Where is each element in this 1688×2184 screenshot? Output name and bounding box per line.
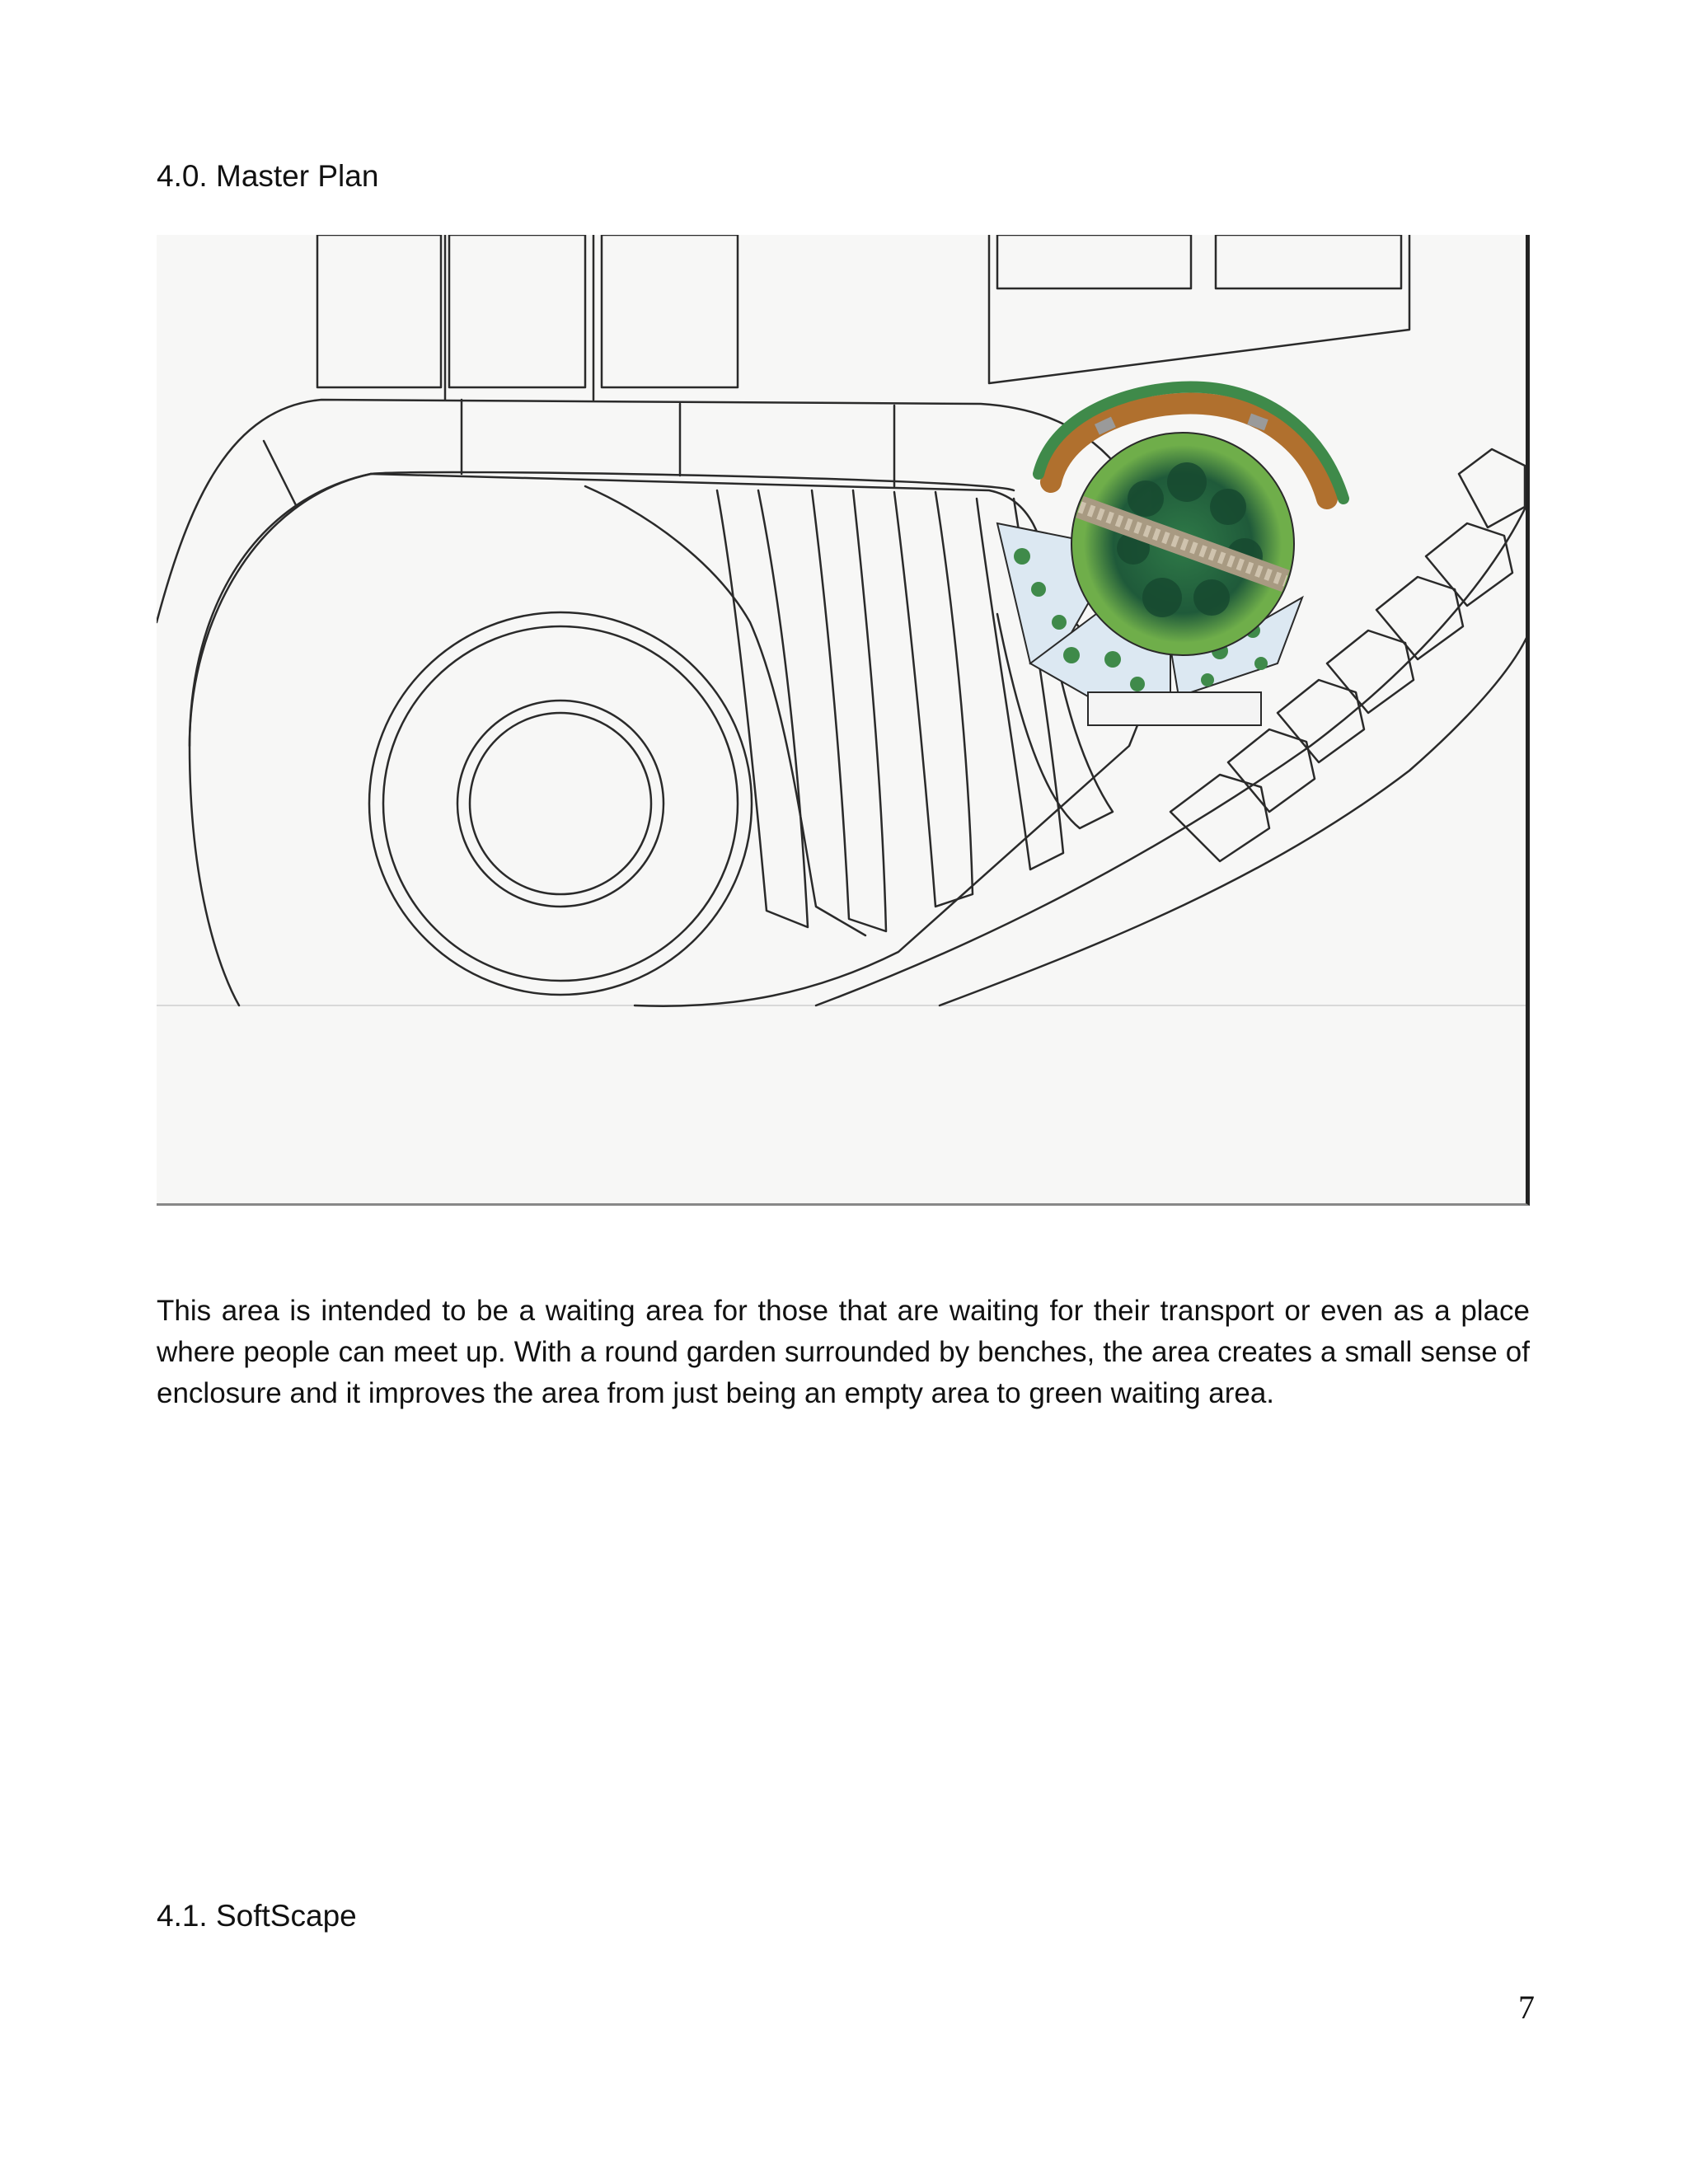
page-number: 7: [1518, 1989, 1535, 2026]
section-heading: 4.0. Master Plan: [157, 159, 379, 193]
subsection-heading: 4.1. SoftScape: [157, 1899, 357, 1933]
master-plan-drawing: [157, 235, 1530, 1206]
paper-background: [157, 235, 1530, 1206]
description-paragraph: This area is intended to be a waiting area for those that are waiting for their transport or even as a place where people can meet up. With a round garden surrounded by benches, the area creates a small sense of enclosure and it improves the area from just being an empty area to green waiting area.: [157, 1295, 1530, 1409]
master-plan-figure: [157, 235, 1530, 1206]
